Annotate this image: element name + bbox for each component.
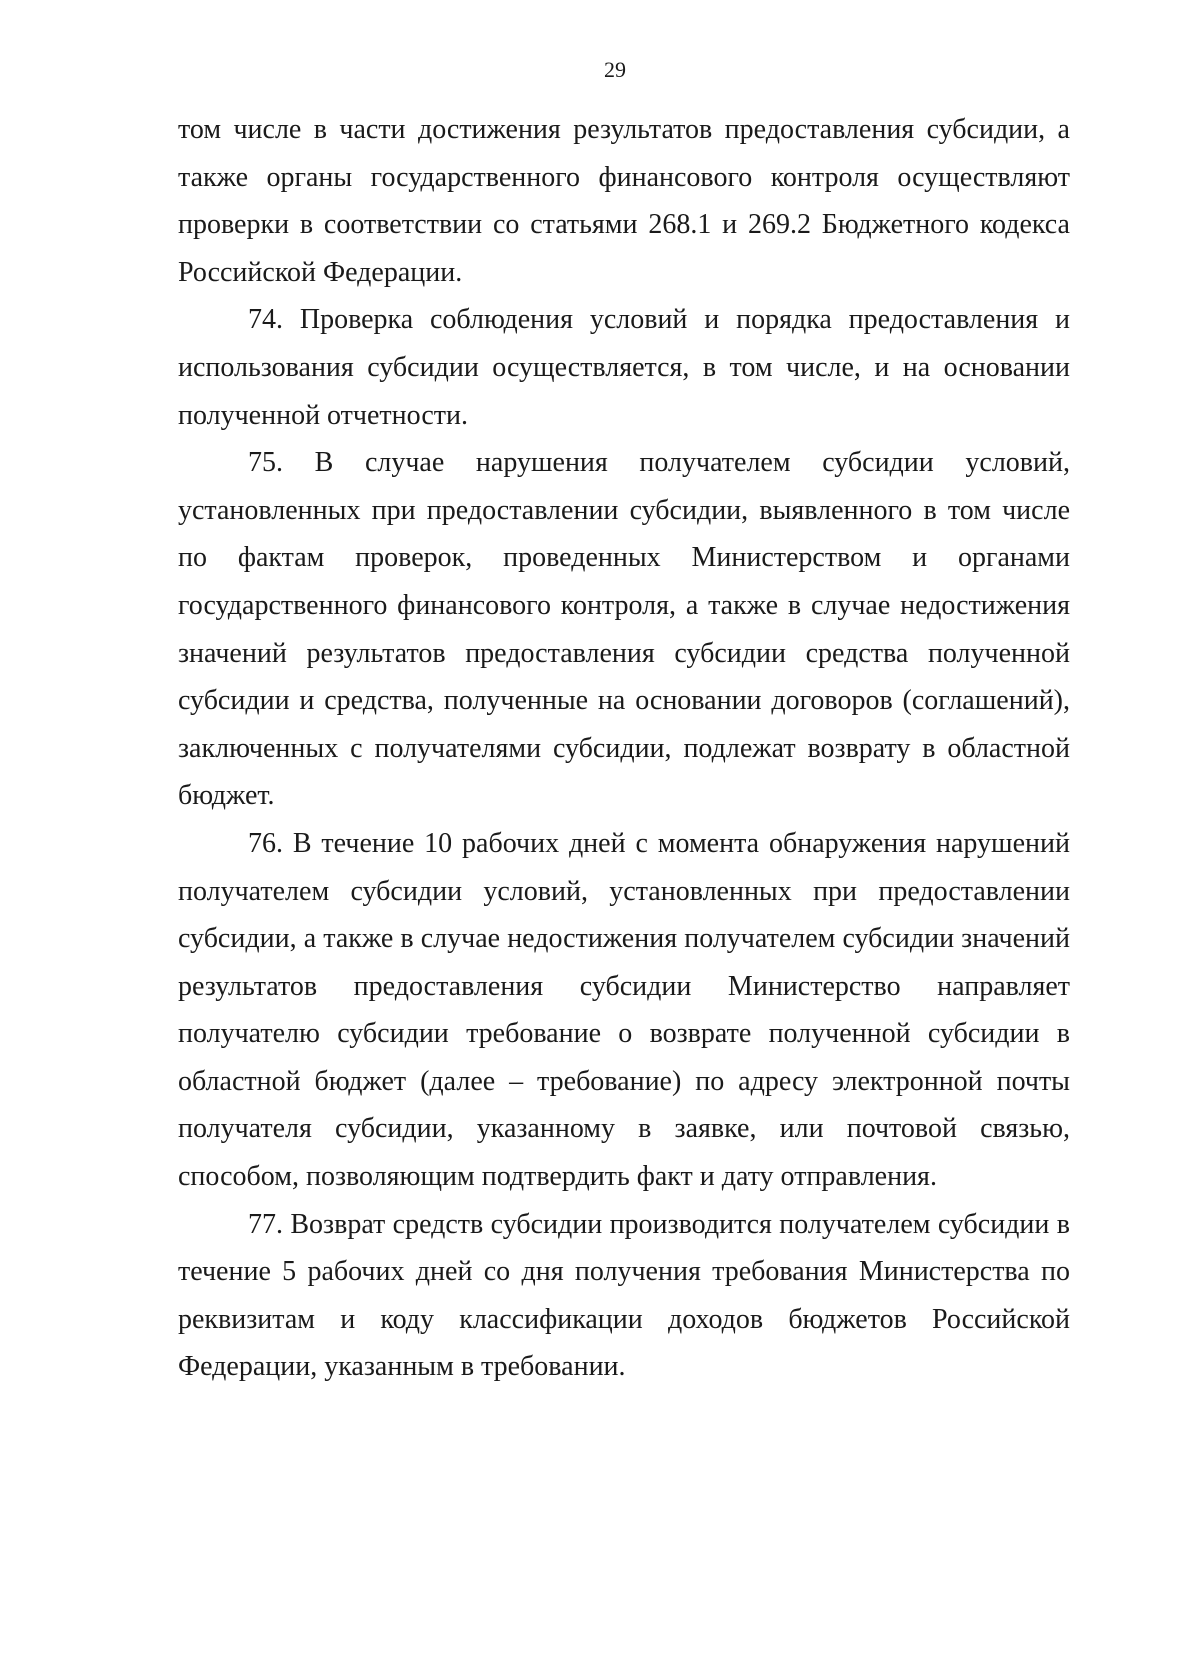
- page-number: 29: [604, 57, 626, 82]
- paragraph-77: 77. Возврат средств субсидии производится получателем субсидии в течение 5 рабочих дней со дня получения требования Министерства по реквизитам и коду классификации доходов бюджетов Российской Федерации, указанным в требовании.: [178, 1208, 1070, 1383]
- paragraph-74: 74. Проверка соблюдения условий и порядка предоставления и использования субсидии осуществляется, в том числе, и на основании полученной отчетности.: [178, 304, 1070, 431]
- document-body: [178, 106, 1070, 1391]
- paragraph-76: 76. В течение 10 рабочих дней с момента обнаружения нарушений получателем субсидии условий, установленных при предоставлении субсидии, а также в случае недостижения получателем субсидии значений результатов предоставления субсидии Министерство направляет получателю субсидии требование о возврате полученной субсидии в областной бюджет (далее – требование) по адресу электронной почты получателя субсидии, указанному в заявке, или почтовой связью, способом, позволяющим подтвердить факт и дату отправления.: [178, 827, 1070, 1193]
- paragraph-75: 75. В случае нарушения получателем субсидии условий, установленных при предоставлении субсидии, выявленного в том числе по фактам проверок, проведенных Министерством и органами государственного финансового контроля, а также в случае недостижения значений результатов предоставления субсидии средства полученной субсидии и средства, полученные на основании договоров (соглашений), заключенных с получателями субсидии, подлежат возврату в областной бюджет.: [178, 447, 1070, 812]
- paragraph-continuation: том числе в части достижения результатов предоставления субсидии, а также органы государственного финансового контроля осуществляют проверки в соответствии со статьями 268.1 и 269.2 Бюджетного кодекса Российской Федерации.: [178, 114, 1070, 288]
